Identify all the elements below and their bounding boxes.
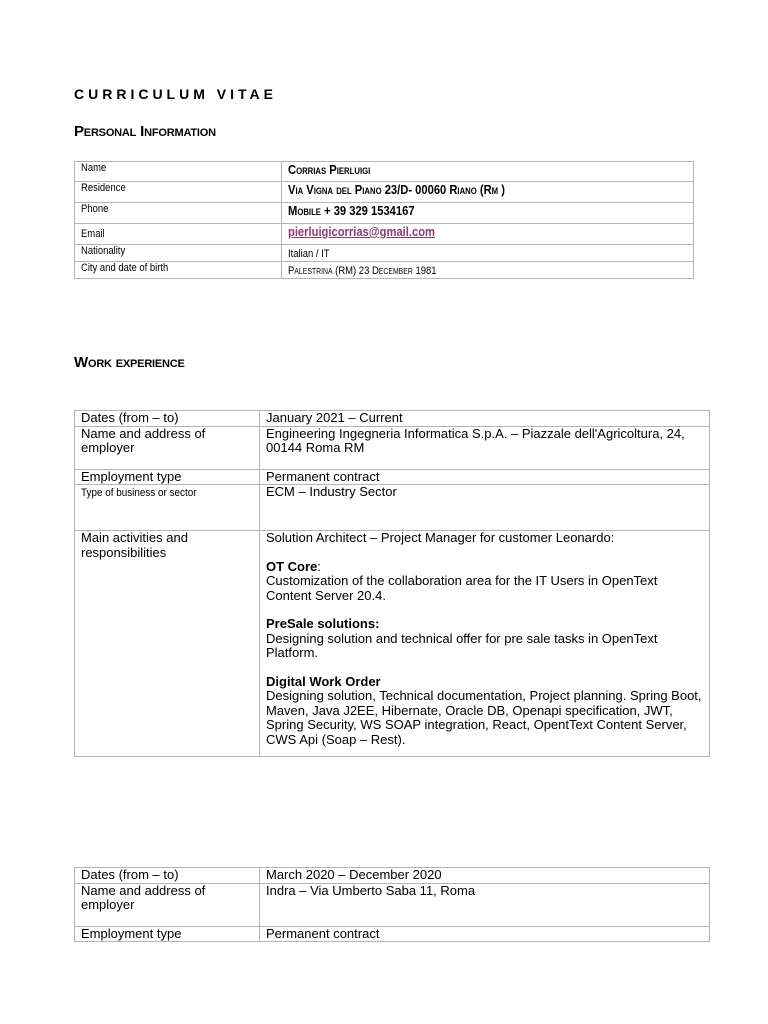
activities-value [260, 531, 710, 757]
table-row [75, 426, 710, 469]
table-row [75, 485, 710, 531]
table-row [75, 411, 710, 427]
table-row [75, 245, 694, 262]
block-text: Designing solution, Technical documentation, Project planning. Spring Boot, Maven, Java J2EE, Hibernate, Oracle DB, Openapi specification, JWT, Spring Security, WS SOAP integration, React, OpentText Content Server, CWS Api (Soap – Rest). [266, 688, 702, 747]
table-row [75, 182, 694, 203]
personal-information-heading: Personal Information [74, 123, 216, 140]
block-title-suffix: : [317, 558, 321, 574]
employer-label: Name and address of employer [75, 426, 260, 469]
table-row [75, 531, 710, 757]
block-text: Customization of the collaboration area for the IT Users in OpenText Content Server 20.4. [266, 573, 658, 603]
block-title: OT Core [266, 558, 318, 574]
work-experience-table [74, 867, 710, 942]
employment-type-label: Employment type [75, 469, 260, 485]
table-row [75, 926, 710, 942]
employment-type-value: Permanent contract [260, 469, 710, 485]
employer-label: Name and address of employer [75, 883, 260, 926]
name-value: Corrias Pierluigi [282, 162, 694, 182]
activities-label: Main activities and responsibilities [75, 531, 260, 757]
block-title: Digital Work Order [266, 673, 381, 689]
personal-info-table [74, 161, 694, 279]
block-text: Designing solution and technical offer for pre sale tasks in OpenText Platform. [266, 630, 658, 660]
dates-label: Dates (from – to) [75, 868, 260, 884]
table-row [75, 224, 694, 245]
dates-value: March 2020 – December 2020 [260, 868, 710, 884]
table-row [75, 469, 710, 485]
table-row [75, 883, 710, 926]
document-title: CURRICULUM VITAE [74, 86, 277, 102]
table-row [75, 868, 710, 884]
row-label-birth: City and date of birth [75, 262, 282, 279]
residence-value: Via Vigna del Piano 23/D- 00060 Riano (Rm ) [282, 182, 694, 203]
phone-value: Mobile + 39 329 1534167 [282, 203, 694, 224]
work-experience-table [74, 410, 710, 757]
table-row [75, 203, 694, 224]
dates-label: Dates (from – to) [75, 411, 260, 427]
row-label-residence: Residence [75, 182, 282, 203]
nationality-value: Italian / IT [282, 245, 694, 262]
sector-value: ECM – Industry Sector [260, 485, 710, 531]
activities-intro: Solution Architect – Project Manager for customer Leonardo: [266, 530, 615, 545]
employer-value: Indra – Via Umberto Saba 11, Roma [260, 883, 710, 926]
birth-value: Palestrina (RM) 23 December 1981 [282, 262, 694, 279]
row-label-nationality: Nationality [75, 245, 282, 262]
email-link[interactable]: pierluigicorrias@gmail.com [288, 224, 435, 239]
row-label-name: Name [75, 162, 282, 182]
dates-value: January 2021 – Current [260, 411, 710, 427]
employer-value: Engineering Ingegneria Informatica S.p.A. – Piazzale dell'Agricoltura, 24, 00144 Roma RM [260, 426, 710, 469]
employment-type-value: Permanent contract [260, 926, 710, 942]
employment-type-label: Employment type [75, 926, 260, 942]
sector-label: Type of business or sector [75, 485, 260, 531]
row-label-phone: Phone [75, 203, 282, 224]
block-title: PreSale solutions: [266, 616, 380, 631]
work-experience-heading: Work experience [74, 354, 185, 371]
table-row [75, 162, 694, 182]
email-value[interactable] [282, 224, 694, 245]
row-label-email: Email [75, 224, 282, 245]
table-row [75, 262, 694, 279]
